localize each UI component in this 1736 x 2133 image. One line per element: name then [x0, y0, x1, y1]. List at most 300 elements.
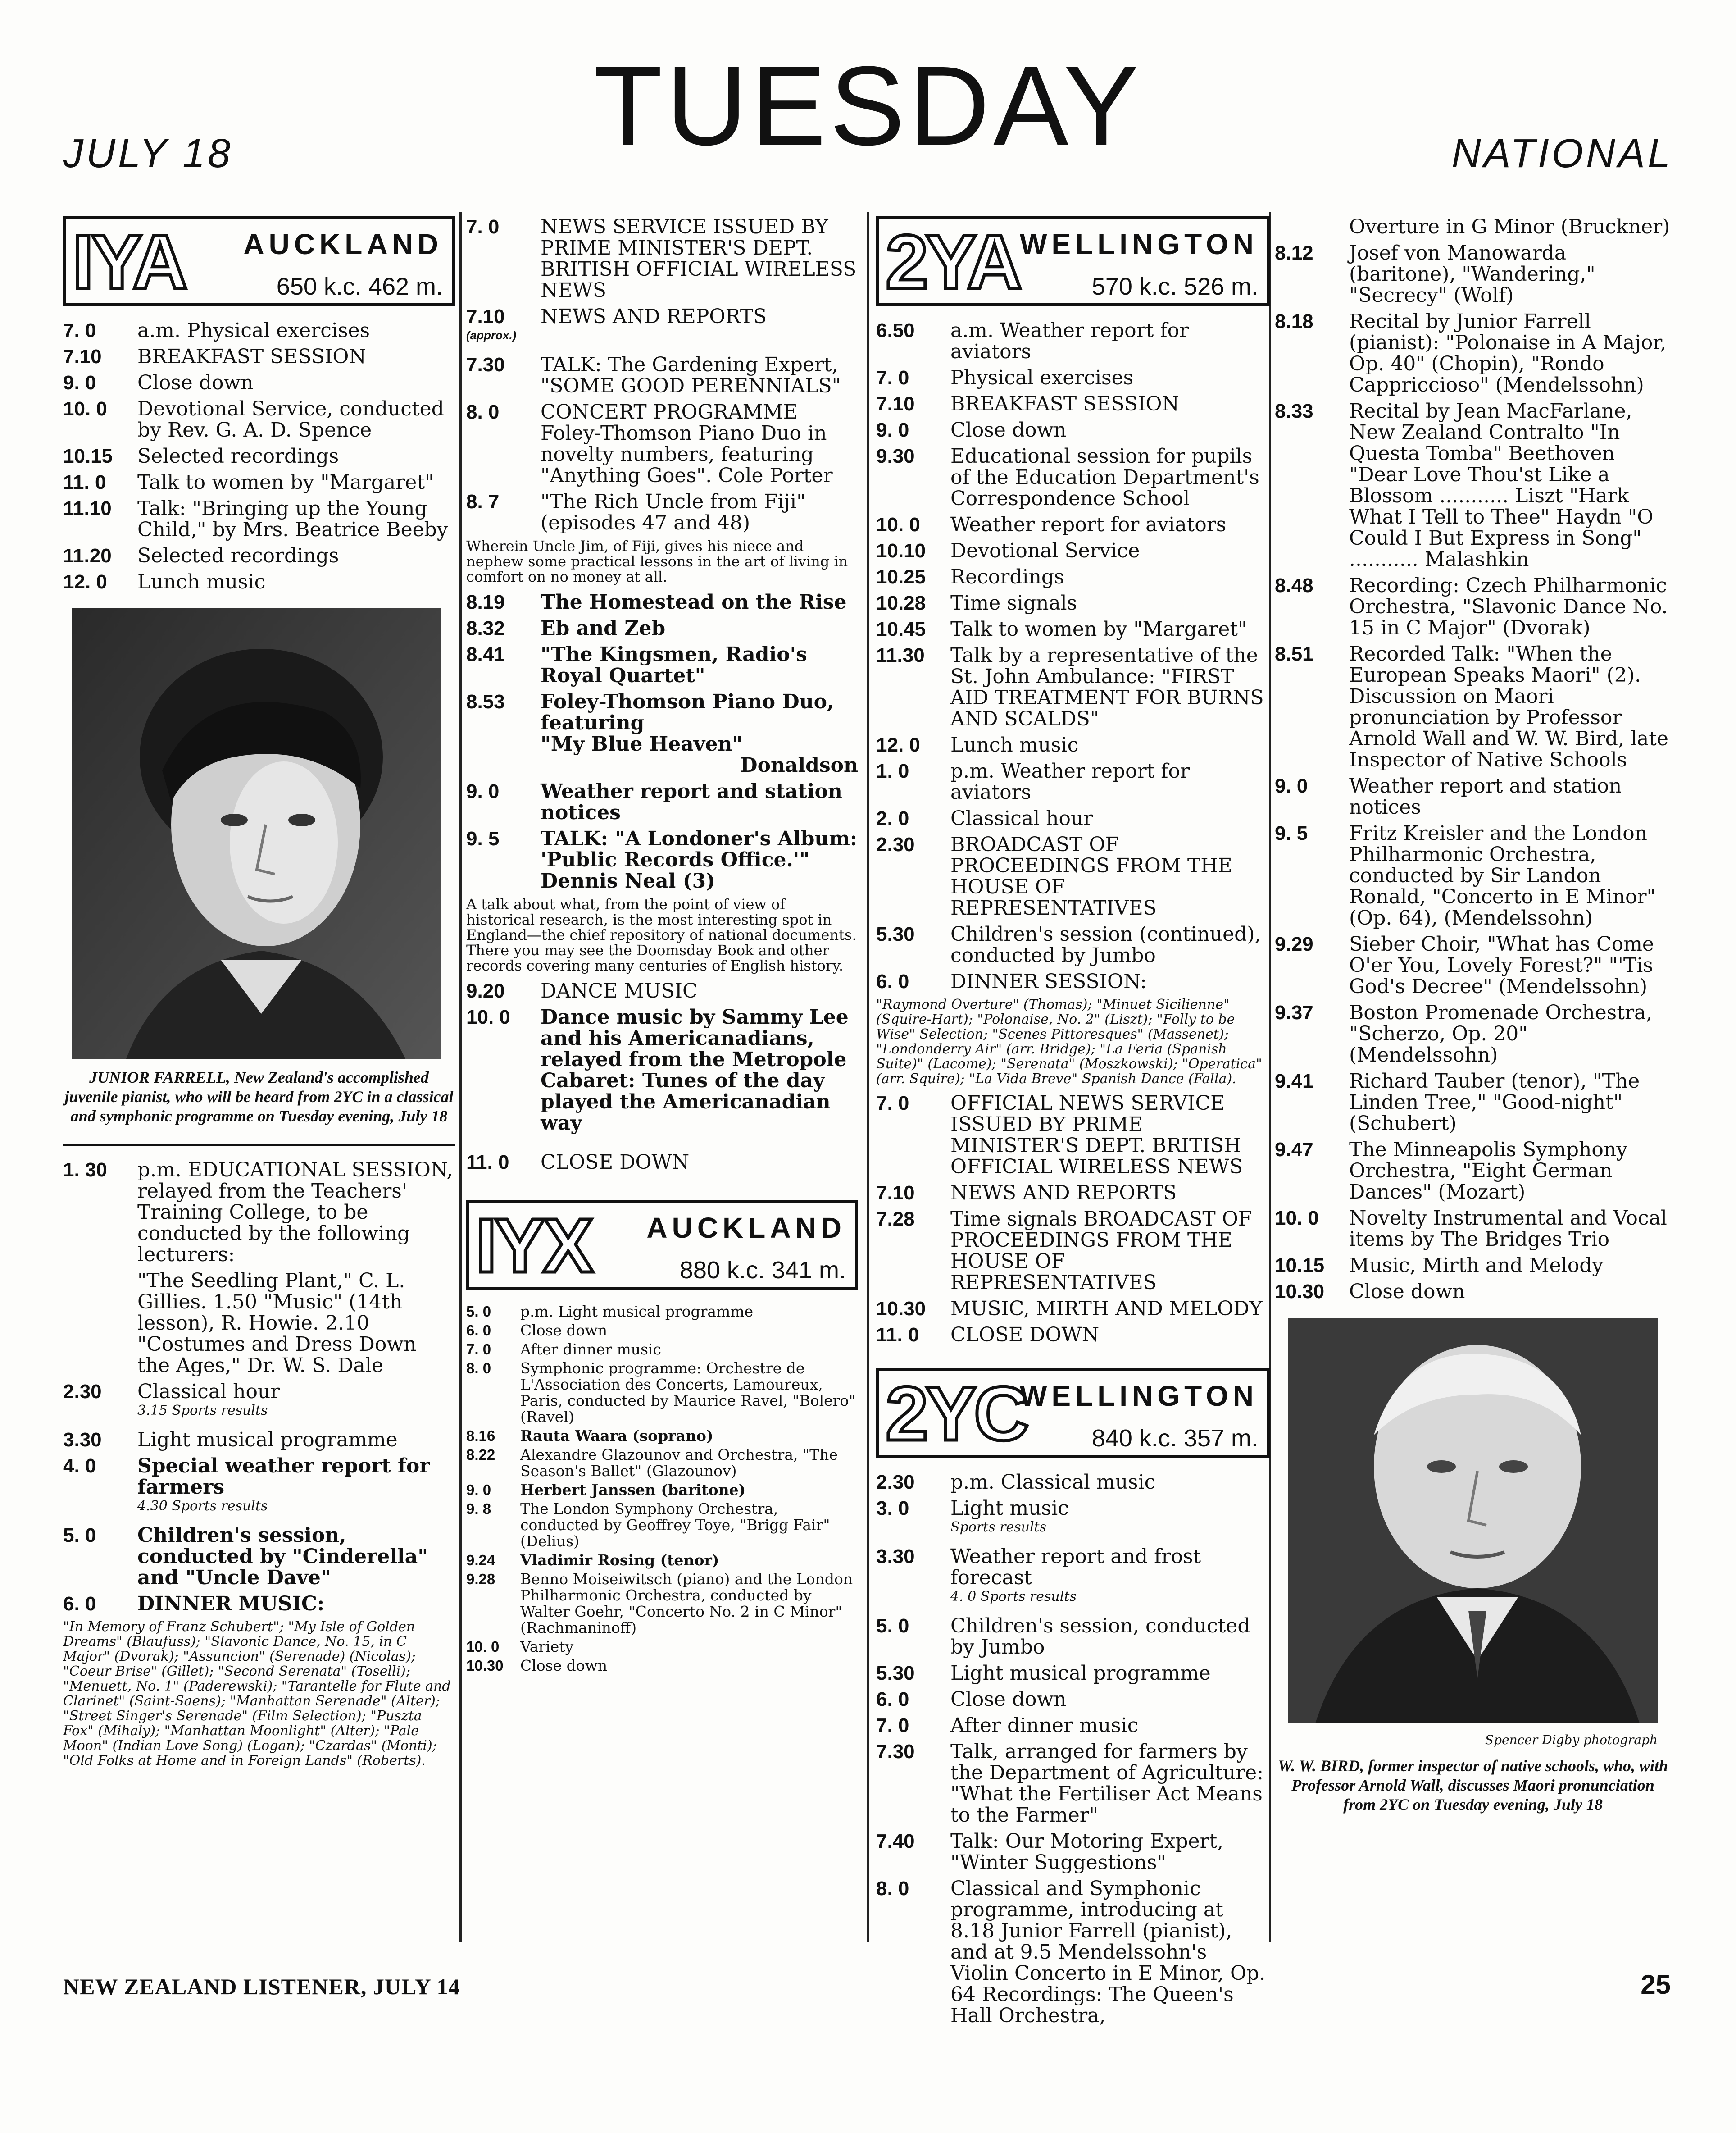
photo-caption-farrell: JUNIOR FARRELL, New Zealand's accomplished juvenile pianist, who will be heard from 2YC in a classical and symphonic programme on Tuesday evening, July 18: [64, 1068, 454, 1125]
program-title: Time signals: [950, 592, 1077, 615]
program-time: 10.30: [876, 1298, 926, 1320]
list-item: [1275, 311, 1671, 396]
program-title: Talk by a representative of the St. John Ambulance: "FIRST AID TREATMENT FOR BURNS AND SCALDS": [950, 644, 1264, 730]
issue-date: JULY 18: [63, 131, 233, 176]
program-time: 9. 0: [876, 419, 909, 441]
list-item: [1275, 823, 1671, 929]
list-item: [466, 691, 858, 776]
program-title: Recording: Czech Philharmonic Orchestra, "Slavonic Dance No. 15 in C Major" (Dvorak): [1349, 574, 1668, 639]
list-item: [876, 446, 1270, 509]
program-time: 9.28: [466, 1571, 495, 1587]
program-time: 5. 0: [876, 1615, 909, 1637]
photo-caption-bird: W. W. BIRD, former inspector of native schools, who, with Professor Arnold Wall, discusses Maori pronunciation from 2YC on Tuesday evening, July 18: [1277, 1757, 1668, 1814]
program-time: 10.10: [876, 540, 926, 562]
program-title: Foley-Thomson Piano Duo, featuring: [541, 690, 834, 734]
list-item: [466, 1360, 858, 1425]
program-note: A talk about what, from the point of view of historical research, is the most interesting spot in England—the chief repository of national documents. There you may see the Doomsday Book and other records covering many centuries of English history.: [466, 896, 857, 974]
program-title: Children's session, conducted by Jumbo: [950, 1614, 1250, 1659]
program-time: 10. 0: [63, 398, 107, 420]
program-note: 4.30 Sports results: [137, 1498, 268, 1514]
list-item: [63, 1429, 455, 1450]
program-time: 1. 0: [876, 760, 909, 782]
list-item: [876, 761, 1270, 803]
program-time: 8. 7: [466, 491, 500, 513]
station-frequency: 840 k.c. 357 m.: [1091, 1425, 1258, 1452]
list-item: [63, 498, 455, 540]
list-item: [1275, 1002, 1671, 1066]
list-item: [466, 401, 858, 486]
station-banner-2yc: [876, 1368, 1270, 1458]
program-time: 11. 0: [63, 471, 106, 493]
program-time: 7.40: [876, 1830, 915, 1852]
iyx-schedule: [466, 1304, 858, 1674]
list-item: [876, 1546, 1270, 1610]
program-time: 6.50: [876, 319, 915, 342]
program-time: 11.30: [876, 644, 925, 666]
list-item: [466, 1152, 858, 1173]
list-item: [466, 781, 858, 823]
program-time: 8. 0: [466, 401, 500, 423]
list-item: [1275, 242, 1671, 306]
program-time: 9. 0: [466, 780, 500, 802]
program-time: 7.10: [876, 1182, 915, 1204]
program-time: 9.30: [876, 445, 915, 467]
program-note: 4. 0 Sports results: [950, 1589, 1077, 1604]
program-title: Variety: [520, 1638, 574, 1655]
program-note: 3.15 Sports results: [137, 1403, 268, 1418]
program-time: 4. 0: [63, 1455, 96, 1477]
list-item: [466, 1658, 858, 1674]
list-item: [876, 393, 1270, 415]
list-item: [876, 645, 1270, 729]
program-title: Close down: [950, 419, 1067, 442]
program-title: p.m. Light musical programme: [520, 1303, 754, 1320]
program-time: 8.19: [466, 591, 505, 613]
program-title: NEWS AND REPORTS: [541, 305, 767, 328]
list-item: [1275, 1255, 1671, 1276]
program-title: Classical hour: [137, 1380, 280, 1403]
list-item: [466, 980, 858, 1002]
iya-afternoon-schedule: [63, 1159, 455, 1768]
station-city: AUCKLAND: [243, 228, 443, 260]
column-divider: [459, 212, 462, 1942]
list-item: [466, 1447, 858, 1479]
program-title: Light musical programme: [950, 1662, 1211, 1685]
program-time: 5.30: [876, 923, 915, 945]
2ya-day-schedule: [876, 320, 1270, 992]
list-item: [1275, 1208, 1671, 1250]
program-note: Sports results: [950, 1519, 1047, 1535]
program-time: 11. 0: [466, 1151, 509, 1173]
program-time: 8.51: [1275, 643, 1313, 665]
list-item: [876, 1093, 1270, 1177]
list-item: [876, 1741, 1270, 1826]
program-time: 8.12: [1275, 242, 1313, 264]
program-time: 8.33: [1275, 400, 1313, 422]
program-time: 10.30: [466, 1657, 504, 1674]
program-time: 7. 0: [876, 367, 909, 389]
list-item: [466, 618, 858, 639]
program-time: 3. 0: [876, 1497, 909, 1519]
list-item: [876, 1615, 1270, 1658]
program-time: 7. 0: [466, 1341, 491, 1358]
program-time: 9. 0: [63, 372, 96, 394]
list-item: [466, 1322, 858, 1339]
list-item: [466, 1482, 858, 1498]
list-item: [466, 1341, 858, 1358]
program-title: BROADCAST OF PROCEEDINGS FROM THE HOUSE OF REPRESENTATIVES: [950, 833, 1232, 920]
program-time: 7.28: [876, 1208, 915, 1230]
program-title: CLOSE DOWN: [541, 1151, 690, 1174]
program-title: Recordings: [950, 565, 1064, 588]
list-item: [63, 346, 455, 367]
list-item: [466, 592, 858, 613]
program-title: Talk to women by "Margaret": [950, 618, 1247, 641]
list-item: [63, 1525, 455, 1588]
program-title: DINNER SESSION:: [950, 970, 1147, 993]
program-time: 2.30: [876, 1471, 915, 1493]
program-time: 7. 0: [63, 319, 96, 342]
list-item: [466, 1552, 858, 1568]
program-time: 8.16: [466, 1427, 495, 1444]
column-1: [63, 216, 455, 1951]
program-title: p.m. Classical music: [950, 1471, 1156, 1494]
2yc-schedule-continued: [1275, 216, 1671, 1302]
program-time: 9.41: [1275, 1070, 1313, 1092]
list-item: [466, 828, 858, 892]
program-time: 9. 8: [466, 1500, 491, 1517]
list-item: [466, 1304, 858, 1320]
photo-w-w-bird: [1288, 1318, 1658, 1723]
2ya-evening-schedule: [876, 1093, 1270, 1345]
program-title: Overture in G Minor (Bruckner): [1349, 215, 1670, 238]
program-time: 10.28: [876, 592, 926, 614]
list-item: [63, 1593, 455, 1614]
list-item: [876, 514, 1270, 535]
station-frequency: 570 k.c. 526 m.: [1091, 273, 1258, 300]
program-title: Eb and Zeb: [541, 617, 666, 640]
list-item: [876, 367, 1270, 388]
program-title: Weather report and station notices: [541, 780, 842, 824]
station-banner-iya: [63, 216, 455, 306]
program-detail: Foley-Thomson Piano Duo in novelty numbers, featuring "Anything Goes". Cole Porter: [541, 422, 833, 487]
program-time: 10.15: [1275, 1254, 1325, 1276]
program-time: 5. 0: [466, 1303, 491, 1320]
program-time: 8.53: [466, 691, 505, 713]
list-item: [1275, 934, 1671, 997]
program-title: Time signals BROADCAST OF PROCEEDINGS FROM THE HOUSE OF REPRESENTATIVES: [950, 1208, 1252, 1294]
program-time: 12. 0: [876, 734, 920, 756]
list-item: [1275, 1281, 1671, 1302]
list-item: [876, 540, 1270, 561]
station-frequency: 880 k.c. 341 m.: [679, 1257, 846, 1284]
program-time: 7.10: [876, 393, 915, 415]
list-item: [876, 566, 1270, 588]
program-title: Rauta Waara (soprano): [520, 1427, 713, 1445]
program-title: Weather report for aviators: [950, 513, 1227, 536]
program-time: 2.30: [63, 1381, 102, 1403]
photo-junior-farrell: [72, 608, 441, 1059]
program-title: Selected recordings: [137, 445, 339, 468]
program-time: 11.10: [63, 497, 112, 520]
list-item: [63, 372, 455, 393]
program-title: Children's session, conducted by "Cinderella" and "Uncle Dave": [137, 1524, 428, 1589]
program-time: 7.10: [466, 305, 505, 328]
program-title: Light music: [950, 1497, 1069, 1520]
program-title: Richard Tauber (tenor), "The Linden Tree," "Good-night" (Schubert): [1349, 1070, 1640, 1135]
list-item: [63, 1381, 455, 1424]
program-time: 12. 0: [63, 571, 107, 593]
station-banner-iyx: [466, 1200, 858, 1290]
program-title: Classical and Symphonic programme, introducing at 8.18 Junior Farrell (pianist), and at 9.5 Mendelssohn's Violin Concerto in E Minor, Op. 64 Recordings: The Queen's Hall Orchestra,: [950, 1877, 1266, 2027]
list-item: [876, 808, 1270, 829]
program-time: 10.45: [876, 618, 926, 640]
program-title: Music, Mirth and Melody: [1349, 1254, 1604, 1277]
program-time: 7. 0: [876, 1092, 909, 1114]
program-title: Weather report and station notices: [1349, 775, 1622, 819]
program-time: 9. 0: [1275, 775, 1308, 797]
program-time: 8.32: [466, 617, 505, 639]
program-title: Educational session for pupils of the Education Department's Correspondence School: [950, 445, 1259, 510]
program-title: Symphonic programme: Orchestre de L'Association des Concerts, Lamoureux, Paris, conducted by Maurice Ravel, "Bolero" (Ravel): [520, 1359, 856, 1426]
program-title: The London Symphony Orchestra, conducted by Geoffrey Toye, "Brigg Fair" (Delius): [520, 1500, 830, 1550]
program-title: Recorded Talk: "When the European Speaks Maori" (2). Discussion on Maori pronunciation by Professor Arnold Wall and W. W. Bird, late Inspector of Native Schools: [1349, 643, 1668, 771]
list-item: [876, 1324, 1270, 1345]
station-banner-2ya: [876, 216, 1270, 306]
list-item: [466, 1007, 858, 1134]
program-time: 7.30: [876, 1741, 915, 1763]
list-item: [63, 472, 455, 493]
program-time: 5. 0: [63, 1524, 96, 1546]
station-call-sign: IYA: [73, 219, 185, 305]
program-title: The Homestead on the Rise: [541, 591, 847, 614]
program-time: 7. 0: [466, 216, 500, 238]
program-title: Boston Promenade Orchestra, "Scherzo, Op. 20" (Mendelssohn): [1349, 1001, 1653, 1066]
program-time: 2. 0: [876, 807, 909, 830]
program-time: 8.22: [466, 1446, 495, 1463]
list-item: [466, 1571, 858, 1636]
station-city: AUCKLAND: [646, 1212, 846, 1244]
program-note: Wherein Uncle Jim, of Fiji, gives his niece and nephew some practical lessons in the art of living in comfort on no money at all.: [466, 538, 848, 585]
list-item: [63, 398, 455, 441]
program-title: NEWS SERVICE ISSUED BY PRIME MINISTER'S DEPT. BRITISH OFFICIAL WIRELESS NEWS: [541, 215, 857, 302]
program-time: 8. 0: [876, 1878, 909, 1900]
station-call-sign: 2YC: [886, 1371, 1027, 1457]
program-time: 3.30: [63, 1429, 102, 1451]
dinner-music-list: "Raymond Overture" (Thomas); "Minuet Sicilienne" (Squire-Hart); "Polonaise, No. 2" (Liszt); "Folly to be Wise" Selection; "Scenes Pittoresques" (Massenet); "Londonderry Air" (arr. Bridge); "La Feria (Spanish Suite)" (Lacome); "Serenata" (Moszkowski); "Operatica" (arr. Squire); "La Vida Breve" Spanish Dance (Falla).: [876, 997, 1262, 1087]
program-time: 9. 5: [1275, 822, 1308, 844]
list-item: [466, 216, 858, 301]
program-title: Benno Moiseiwitsch (piano) and the London Philharmonic Orchestra, conducted by Walter Goehr, "Concerto No. 2 in C Minor" (Rachmaninoff): [520, 1570, 853, 1636]
program-title: Close down: [520, 1322, 608, 1339]
list-item: [876, 1689, 1270, 1710]
list-item: [1275, 401, 1671, 570]
list-item: [1275, 1071, 1671, 1134]
program-time: 8. 0: [466, 1360, 491, 1376]
list-item: [876, 1182, 1270, 1203]
composer: Donaldson: [740, 754, 858, 777]
program-title: BREAKFAST SESSION: [137, 345, 366, 368]
program-title: p.m. EDUCATIONAL SESSION, relayed from the Teachers' Training College, to be conducted by the following lecturers:: [137, 1158, 453, 1266]
program-title: Special weather report for farmers: [137, 1454, 430, 1499]
program-title: Children's session (continued), conducted by Jumbo: [950, 923, 1261, 967]
program-title: "The Rich Uncle from Fiji" (episodes 47 and 48): [541, 490, 806, 534]
program-time: 10.15: [63, 445, 113, 467]
program-time: 9.20: [466, 980, 505, 1002]
column-2: [466, 216, 858, 1951]
photo-credit: Spencer Digby photograph: [1485, 1732, 1658, 1747]
program-title: Novelty Instrumental and Vocal items by The Bridges Trio: [1349, 1207, 1667, 1251]
program-title: OFFICIAL NEWS SERVICE ISSUED BY PRIME MINISTER'S DEPT. BRITISH OFFICIAL WIRELESS NEWS: [950, 1092, 1243, 1178]
program-title: Lunch music: [950, 734, 1079, 757]
program-title: Talk: "Bringing up the Young Child," by Mrs. Beatrice Beeby: [137, 497, 448, 541]
list-item: [466, 1428, 858, 1444]
list-item: [876, 1831, 1270, 1873]
list-item: [1275, 775, 1671, 818]
program-time: 3.30: [876, 1545, 915, 1568]
program-title: After dinner music: [520, 1340, 662, 1358]
list-item: [63, 545, 455, 566]
program-time: 7.10: [63, 346, 102, 368]
program-detail: "The Seedling Plant," C. L. Gillies. 1.50 "Music" (14th lesson), R. Howie. 2.10 "Costumes and Dress Down the Ages," Dr. W. S. Dale: [137, 1269, 417, 1377]
program-time: 9.24: [466, 1552, 495, 1568]
list-item: [876, 1298, 1270, 1319]
program-title: BREAKFAST SESSION: [950, 392, 1179, 415]
program-title: Close down: [520, 1657, 608, 1674]
list-item: [1275, 643, 1671, 770]
publication-footer: NEW ZEALAND LISTENER, JULY 14: [63, 1974, 460, 1999]
program-time: 11. 0: [876, 1324, 919, 1346]
program-title: Close down: [950, 1688, 1067, 1711]
station-frequency: 650 k.c. 462 m.: [276, 273, 443, 300]
list-item: [876, 971, 1270, 992]
program-time: 8.18: [1275, 310, 1313, 333]
program-time: 9.37: [1275, 1002, 1313, 1024]
list-item: [876, 1208, 1270, 1293]
network-label: NATIONAL: [1451, 131, 1673, 176]
program-title: Close down: [1349, 1280, 1465, 1303]
list-item: [1275, 575, 1671, 638]
program-title: Recital by Jean MacFarlane, New Zealand Contralto "In Questa Tomba" Beethoven "Dear Love Thou'st Like a Blossom ........... Liszt "Hark What I Tell to Thee" Haydn "O Could I But Express in Song" ........... Malashkin: [1349, 400, 1654, 571]
program-title: Fritz Kreisler and the London Philharmonic Orchestra, conducted by Sir Landon Ronald, "Concerto in E Minor" (Op. 64), (Mendelssohn): [1349, 822, 1656, 930]
program-title: Devotional Service: [950, 539, 1140, 562]
list-item: [63, 320, 455, 341]
program-time: 7.30: [466, 354, 505, 376]
list-item: [876, 1472, 1270, 1493]
program-title: Talk: Our Motoring Expert, "Winter Suggestions": [950, 1830, 1224, 1874]
station-call-sign: 2YA: [886, 219, 1020, 305]
station-call-sign: IYX: [476, 1203, 591, 1289]
list-item: [466, 1501, 858, 1550]
program-title: Dance music by Sammy Lee and his Americanadians, relayed from the Metropole Cabaret: Tunes of the day played the Americanadian way: [541, 1006, 849, 1135]
list-item: [876, 924, 1270, 966]
song-title: "My Blue Heaven": [541, 733, 743, 756]
list-item: [466, 1639, 858, 1655]
iya-morning-schedule: [63, 320, 455, 592]
program-title: Herbert Janssen (baritone): [520, 1481, 746, 1499]
column-4: [1275, 216, 1671, 1951]
section-divider: [63, 1144, 455, 1146]
program-title: Talk, arranged for farmers by the Department of Agriculture: "What the Fertiliser Act Means to the Farmer": [950, 1740, 1264, 1827]
program-time: 2.30: [876, 834, 915, 856]
list-item: [876, 592, 1270, 614]
list-item: [466, 644, 858, 686]
program-title: The Minneapolis Symphony Orchestra, "Eight German Dances" (Mozart): [1349, 1138, 1628, 1203]
program-time: 6. 0: [876, 1688, 909, 1710]
list-item: [63, 1270, 455, 1376]
program-time: 1. 30: [63, 1159, 107, 1181]
list-item: [1275, 1139, 1671, 1203]
program-title: Sieber Choir, "What has Come O'er You, Lovely Forest?" "'Tis God's Decree" (Mendelssohn): [1349, 933, 1654, 998]
program-title: CLOSE DOWN: [950, 1323, 1100, 1346]
program-time: 11.20: [63, 545, 112, 567]
program-title: MUSIC, MIRTH AND MELODY: [950, 1297, 1263, 1320]
program-time: 10.25: [876, 566, 926, 588]
2yc-schedule: [876, 1472, 1270, 2026]
iya-evening-schedule: [466, 216, 858, 1173]
program-title: Alexandre Glazounov and Orchestra, "The Season's Ballet" (Glazounov): [520, 1446, 838, 1480]
list-item: [876, 320, 1270, 362]
program-title: a.m. Weather report for aviators: [950, 319, 1189, 363]
list-item: [876, 619, 1270, 640]
program-title: Classical hour: [950, 807, 1093, 830]
program-time: 8.41: [466, 643, 505, 665]
list-item: [63, 446, 455, 467]
list-item: [466, 491, 858, 533]
program-title: DANCE MUSIC: [541, 980, 698, 1003]
station-city: WELLINGTON: [1020, 1380, 1258, 1412]
program-title: "The Kingsmen, Radio's Royal Quartet": [541, 643, 807, 687]
program-time: 6. 0: [466, 1322, 491, 1339]
program-title: Light musical programme: [137, 1428, 398, 1451]
program-title: a.m. Physical exercises: [137, 319, 370, 342]
list-item: [1275, 216, 1671, 237]
program-title: Josef von Manowarda (baritone), "Wandering," "Secrecy" (Wolf): [1349, 242, 1595, 307]
list-item: [876, 419, 1270, 441]
column-3: [876, 216, 1270, 2027]
program-title: Weather report and frost forecast: [950, 1545, 1201, 1589]
list-item: [466, 306, 858, 349]
program-title: Physical exercises: [950, 366, 1134, 389]
list-item: [876, 1715, 1270, 1736]
list-item: [876, 1878, 1270, 2026]
program-title: TALK: "A Londoner's Album: 'Public Records Office.'" Dennis Neal (3): [541, 827, 858, 893]
program-title: CONCERT PROGRAMME: [541, 401, 798, 424]
page-number: 25: [1641, 1969, 1671, 2000]
program-time: 5.30: [876, 1662, 915, 1684]
program-title: NEWS AND REPORTS: [950, 1181, 1177, 1204]
program-time: 9.29: [1275, 933, 1313, 955]
list-item: [63, 1159, 455, 1265]
program-title: Devotional Service, conducted by Rev. G. A. D. Spence: [137, 397, 444, 442]
list-item: [876, 834, 1270, 919]
page-title: TUESDAY: [593, 43, 1143, 169]
list-item: [876, 734, 1270, 756]
portrait-image: [72, 608, 441, 1059]
program-title: TALK: The Gardening Expert, "SOME GOOD PERENNIALS": [541, 353, 841, 397]
program-time: 10. 0: [466, 1006, 510, 1028]
column-divider: [867, 212, 869, 1942]
program-title: Vladimir Rosing (tenor): [520, 1551, 719, 1569]
program-time: 9.47: [1275, 1139, 1313, 1161]
program-time: 10. 0: [466, 1638, 500, 1655]
approx-label: (approx.): [466, 328, 517, 342]
program-title: Selected recordings: [137, 544, 339, 567]
list-item: [876, 1663, 1270, 1684]
program-title: Lunch music: [137, 570, 266, 593]
program-title: After dinner music: [950, 1714, 1139, 1737]
program-time: 10.30: [1275, 1281, 1325, 1303]
